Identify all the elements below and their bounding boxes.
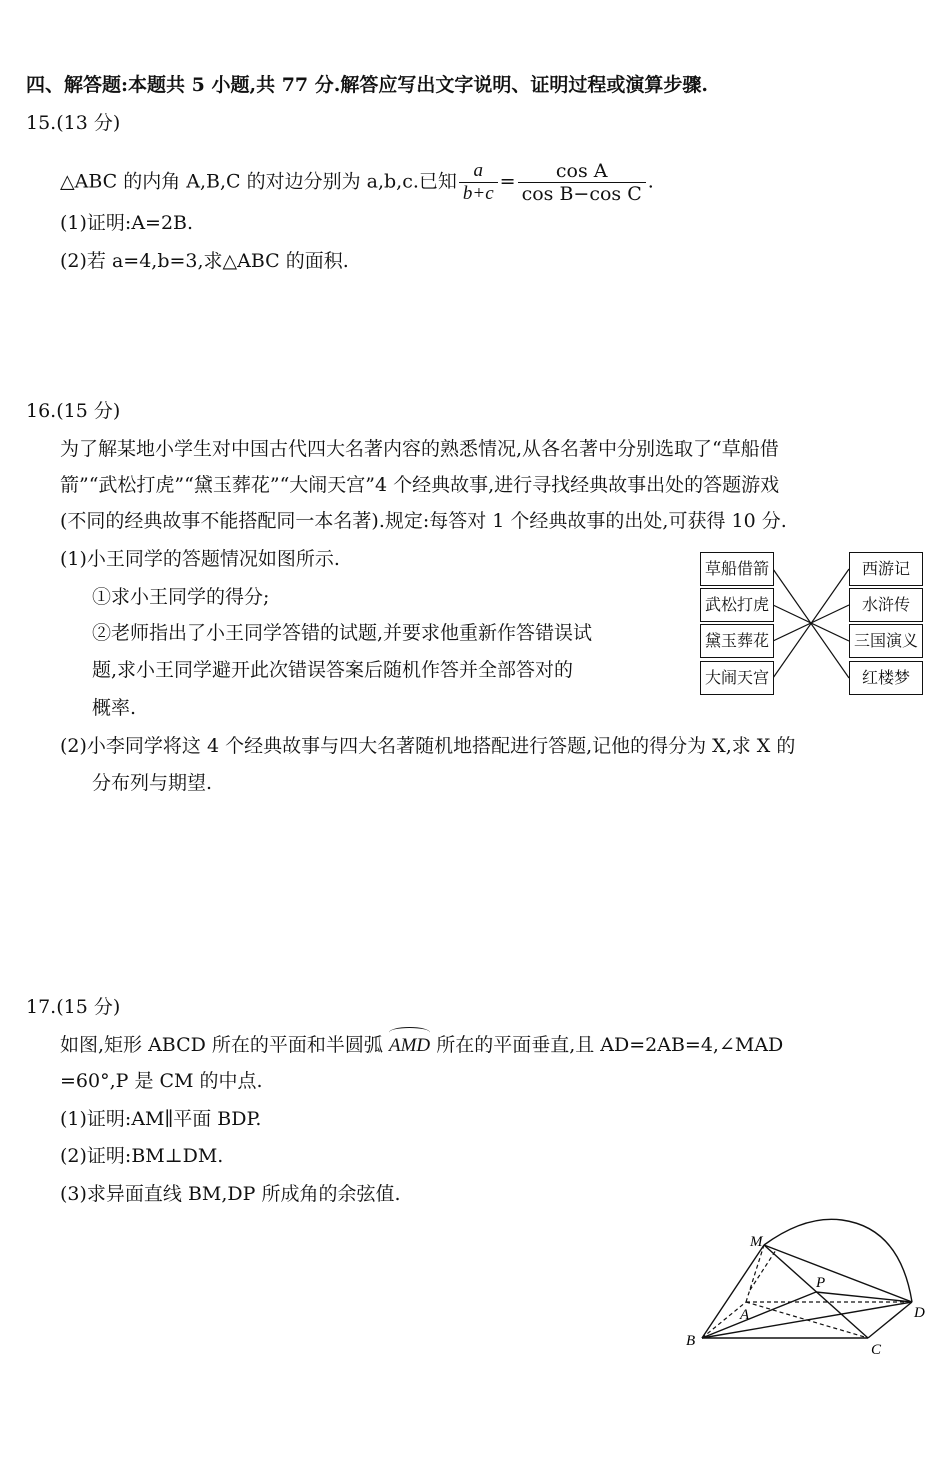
q15-frac2-num: cos A — [518, 160, 646, 183]
story-box-1: 草船借箭 — [700, 552, 774, 586]
section-header: 四、解答题:本题共 5 小题,共 77 分.解答应写出文字说明、证明过程或演算步骤. — [26, 74, 708, 96]
q16-part2-line2: 分布列与期望. — [92, 772, 213, 794]
q16-part1b-line3: 概率. — [92, 697, 137, 719]
q16-line1: 为了解某地小学生对中国古代四大名著内容的熟悉情况,从各名著中分别选取了“草船借 — [60, 438, 779, 460]
book-box-3: 三国演义 — [849, 624, 923, 658]
story-box-4: 大闹天宫 — [700, 661, 774, 695]
q17-line1-post: 所在的平面垂直,且 AD=2AB=4,∠MAD — [436, 1034, 784, 1056]
edge-AM — [746, 1245, 764, 1302]
q15-stem-text: △ABC 的内角 A,B,C 的对边分别为 a,b,c.已知 — [60, 170, 457, 193]
label-A: A — [740, 1307, 750, 1323]
q16-part1b-line1: ②老师指出了小王同学答错的试题,并要求他重新作答错误试 — [92, 622, 593, 644]
q17-part2: (2)证明:BM⊥DM. — [60, 1145, 224, 1167]
edge-AC — [746, 1302, 868, 1338]
q16-title: 16.(15 分) — [26, 400, 121, 422]
semicircle-arc — [764, 1219, 912, 1302]
label-B: B — [686, 1333, 696, 1349]
q15-stem-end: . — [647, 170, 654, 193]
q15-frac2-den: cos B−cos C — [521, 183, 642, 205]
book-box-1: 西游记 — [849, 552, 923, 586]
label-P: P — [816, 1275, 826, 1291]
edge-CD — [868, 1302, 912, 1338]
q17-part3: (3)求异面直线 BM,DP 所成角的余弦值. — [60, 1183, 401, 1205]
book-box-4: 红楼梦 — [849, 661, 923, 695]
q16-line3: (不同的经典故事不能搭配同一本名著).规定:每答对 1 个经典故事的出处,可获得 10 分. — [60, 510, 787, 532]
q16-part1: (1)小王同学的答题情况如图所示. — [60, 548, 340, 570]
story-box-3: 黛玉葬花 — [700, 624, 774, 658]
q15-title: 15.(13 分) — [26, 112, 121, 134]
q15-part2: (2)若 a=4,b=3,求△ABC 的面积. — [60, 250, 349, 272]
q17-line1-pre: 如图,矩形 ABCD 所在的平面和半圆弧 — [60, 1034, 383, 1056]
q15-equals: = — [499, 170, 516, 193]
q16-part2-line1: (2)小李同学将这 4 个经典故事与四大名著随机地搭配进行答题,记他的得分为 X,求 X 的 — [60, 735, 796, 757]
q16-part1b-line2: 题,求小王同学避开此次错误答案后随机作答并全部答对的 — [92, 659, 574, 681]
q16-part1a: ①求小王同学的得分; — [92, 586, 270, 608]
edge-BP — [702, 1292, 816, 1338]
q15-frac1-num: a — [459, 160, 498, 183]
q15-part1: (1)证明:A=2B. — [60, 212, 194, 234]
edge-hidden-M — [750, 1250, 776, 1290]
book-box-2: 水浒传 — [849, 588, 923, 622]
edge-BM — [702, 1245, 764, 1338]
label-C: C — [871, 1342, 882, 1358]
label-M: M — [750, 1234, 763, 1250]
q16-line2: 箭”“武松打虎”“黛玉葬花”“大闹天宫”4 个经典故事,进行寻找经典故事出处的答题游戏 — [60, 474, 780, 496]
q17-line2: =60°,P 是 CM 的中点. — [60, 1070, 263, 1092]
q17-arc-label: AMD — [389, 1033, 430, 1059]
edge-MD — [764, 1245, 912, 1302]
q17-title: 17.(15 分) — [26, 996, 121, 1018]
story-box-2: 武松打虎 — [700, 588, 774, 622]
label-D: D — [914, 1305, 925, 1321]
q17-part1: (1)证明:AM∥平面 BDP. — [60, 1108, 262, 1130]
q15-frac1-den: b+c — [462, 183, 494, 204]
